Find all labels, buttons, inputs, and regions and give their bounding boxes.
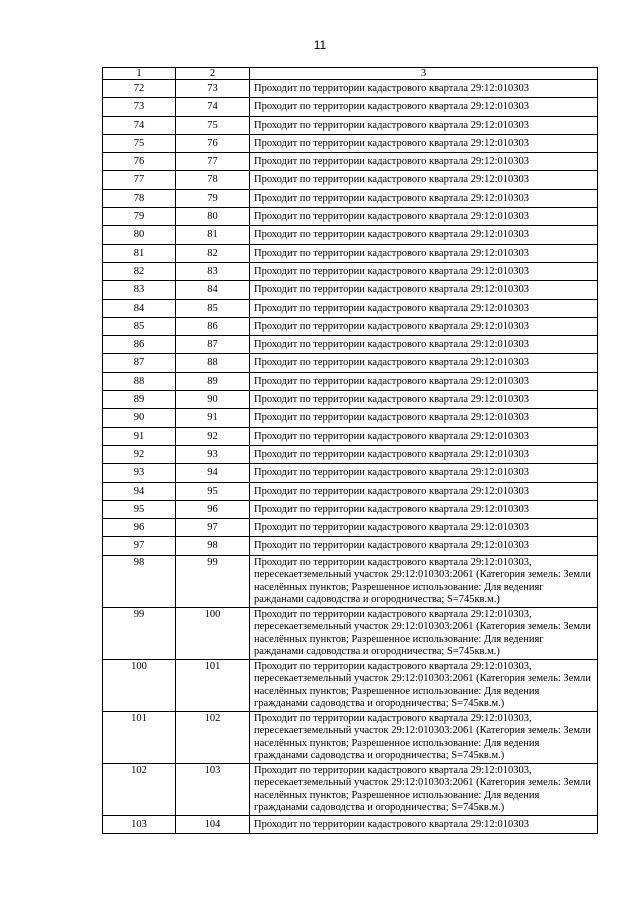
table-row	[103, 372, 598, 390]
point-from-cell: 84	[103, 299, 176, 317]
description-cell: Проходит по территории кадастрового квартала 29:12:010303	[250, 171, 598, 189]
point-from-cell: 99	[103, 607, 176, 659]
point-from-cell: 92	[103, 445, 176, 463]
point-from-cell: 76	[103, 153, 176, 171]
point-to-cell: 102	[176, 711, 250, 763]
table-row	[103, 317, 598, 335]
point-to-cell: 101	[176, 659, 250, 711]
description-cell: Проходит по территории кадастрового квартала 29:12:010303	[250, 281, 598, 299]
point-from-cell: 82	[103, 262, 176, 280]
point-to-cell: 78	[176, 171, 250, 189]
table-row	[103, 815, 598, 833]
header-col-2: 2	[176, 68, 250, 80]
point-from-cell: 98	[103, 555, 176, 607]
description-cell: Проходит по территории кадастрового квартала 29:12:010303	[250, 80, 598, 98]
table-row	[103, 208, 598, 226]
table-row	[103, 391, 598, 409]
description-cell: Проходит по территории кадастрового квартала 29:12:010303	[250, 116, 598, 134]
point-from-cell: 102	[103, 763, 176, 815]
table-row	[103, 427, 598, 445]
description-cell: Проходит по территории кадастрового квартала 29:12:010303	[250, 391, 598, 409]
table-body	[103, 68, 598, 834]
point-to-cell: 103	[176, 763, 250, 815]
table-row	[103, 519, 598, 537]
table-row	[103, 711, 598, 763]
description-cell: Проходит по территории кадастрового квартала 29:12:010303, пересекаетземельный участок 29:12:010303:2061 (Категория земель: Земли населённых пунктов; Разрешенное использование: Для ведения гражданами садоводства и огородничества; S=745кв.м.)	[250, 711, 598, 763]
point-from-cell: 86	[103, 336, 176, 354]
point-to-cell: 86	[176, 317, 250, 335]
description-cell: Проходит по территории кадастрового квартала 29:12:010303	[250, 98, 598, 116]
description-cell: Проходит по территории кадастрового квартала 29:12:010303	[250, 189, 598, 207]
description-cell: Проходит по территории кадастрового квартала 29:12:010303	[250, 226, 598, 244]
header-col-3: 3	[250, 68, 598, 80]
table-row	[103, 763, 598, 815]
point-to-cell: 75	[176, 116, 250, 134]
point-from-cell: 95	[103, 500, 176, 518]
description-cell: Проходит по территории кадастрового квартала 29:12:010303	[250, 262, 598, 280]
table-row	[103, 409, 598, 427]
point-to-cell: 88	[176, 354, 250, 372]
point-to-cell: 82	[176, 244, 250, 262]
description-cell: Проходит по территории кадастрового квартала 29:12:010303	[250, 482, 598, 500]
point-from-cell: 100	[103, 659, 176, 711]
point-from-cell: 96	[103, 519, 176, 537]
description-cell: Проходит по территории кадастрового квартала 29:12:010303, пересекаетземельный участок 29:12:010303:2061 (Категория земель: Земли населённых пунктов; Разрешенное использование: Для ведения гражданами садоводства и огородничества; S=745кв.м.)	[250, 659, 598, 711]
table-row	[103, 445, 598, 463]
description-cell: Проходит по территории кадастрового квартала 29:12:010303, пересекаетземельный участок 29:12:010303:2061 (Категория земель: Земли населённых пунктов; Разрешенное использование: Для ведения гражданами садоводства и огородничества; S=745кв.м.)	[250, 763, 598, 815]
point-to-cell: 90	[176, 391, 250, 409]
description-cell: Проходит по территории кадастрового квартала 29:12:010303	[250, 519, 598, 537]
description-cell: Проходит по территории кадастрового квартала 29:12:010303	[250, 134, 598, 152]
description-cell: Проходит по территории кадастрового квартала 29:12:010303	[250, 208, 598, 226]
point-from-cell: 73	[103, 98, 176, 116]
point-from-cell: 75	[103, 134, 176, 152]
point-from-cell: 78	[103, 189, 176, 207]
point-from-cell: 89	[103, 391, 176, 409]
point-to-cell: 95	[176, 482, 250, 500]
table-row	[103, 80, 598, 98]
table-row	[103, 500, 598, 518]
point-to-cell: 97	[176, 519, 250, 537]
description-cell: Проходит по территории кадастрового квартала 29:12:010303	[250, 336, 598, 354]
point-to-cell: 94	[176, 464, 250, 482]
table-row	[103, 262, 598, 280]
point-from-cell: 91	[103, 427, 176, 445]
description-cell: Проходит по территории кадастрового квартала 29:12:010303	[250, 409, 598, 427]
point-to-cell: 96	[176, 500, 250, 518]
table-row	[103, 281, 598, 299]
point-from-cell: 83	[103, 281, 176, 299]
point-to-cell: 76	[176, 134, 250, 152]
point-to-cell: 83	[176, 262, 250, 280]
description-cell: Проходит по территории кадастрового квартала 29:12:010303	[250, 464, 598, 482]
point-to-cell: 73	[176, 80, 250, 98]
point-from-cell: 72	[103, 80, 176, 98]
point-to-cell: 100	[176, 607, 250, 659]
point-to-cell: 98	[176, 537, 250, 555]
point-to-cell: 85	[176, 299, 250, 317]
point-from-cell: 81	[103, 244, 176, 262]
table-row	[103, 482, 598, 500]
point-from-cell: 101	[103, 711, 176, 763]
table-row	[103, 555, 598, 607]
point-from-cell: 74	[103, 116, 176, 134]
description-cell: Проходит по территории кадастрового квартала 29:12:010303	[250, 815, 598, 833]
description-cell: Проходит по территории кадастрового квартала 29:12:010303	[250, 244, 598, 262]
point-to-cell: 89	[176, 372, 250, 390]
point-to-cell: 104	[176, 815, 250, 833]
table-row	[103, 354, 598, 372]
table-row	[103, 659, 598, 711]
point-from-cell: 90	[103, 409, 176, 427]
table-row	[103, 607, 598, 659]
description-cell: Проходит по территории кадастрового квартала 29:12:010303, пересекаетземельный участок 29:12:010303:2061 (Категория земель: Земли населённых пунктов; Разрешенное использование: Для веденияг ражданами садоводства и огородничества; S=745кв.м.)	[250, 555, 598, 607]
description-cell: Проходит по территории кадастрового квартала 29:12:010303	[250, 153, 598, 171]
point-to-cell: 84	[176, 281, 250, 299]
table-row	[103, 464, 598, 482]
table-header-row	[103, 68, 598, 80]
point-to-cell: 74	[176, 98, 250, 116]
table-row	[103, 153, 598, 171]
table-row	[103, 116, 598, 134]
table-row	[103, 134, 598, 152]
point-to-cell: 93	[176, 445, 250, 463]
table-row	[103, 336, 598, 354]
point-from-cell: 103	[103, 815, 176, 833]
description-cell: Проходит по территории кадастрового квартала 29:12:010303	[250, 299, 598, 317]
point-to-cell: 80	[176, 208, 250, 226]
point-to-cell: 92	[176, 427, 250, 445]
table-row	[103, 244, 598, 262]
point-from-cell: 88	[103, 372, 176, 390]
description-cell: Проходит по территории кадастрового квартала 29:12:010303	[250, 537, 598, 555]
table-row	[103, 98, 598, 116]
description-cell: Проходит по территории кадастрового квартала 29:12:010303, пересекаетземельный участок 29:12:010303:2061 (Категория земель: Земли населённых пунктов; Разрешенное использование: Для веденияг ражданами садоводства и огородничества; S=745кв.м.)	[250, 607, 598, 659]
description-cell: Проходит по территории кадастрового квартала 29:12:010303	[250, 500, 598, 518]
description-cell: Проходит по территории кадастрового квартала 29:12:010303	[250, 445, 598, 463]
point-to-cell: 87	[176, 336, 250, 354]
table-row	[103, 299, 598, 317]
point-to-cell: 81	[176, 226, 250, 244]
point-from-cell: 79	[103, 208, 176, 226]
description-cell: Проходит по территории кадастрового квартала 29:12:010303	[250, 354, 598, 372]
table-row	[103, 226, 598, 244]
page-number: 11	[313, 38, 327, 52]
point-from-cell: 85	[103, 317, 176, 335]
point-from-cell: 87	[103, 354, 176, 372]
point-to-cell: 79	[176, 189, 250, 207]
boundary-description-table	[102, 67, 598, 834]
description-cell: Проходит по территории кадастрового квартала 29:12:010303	[250, 317, 598, 335]
point-from-cell: 93	[103, 464, 176, 482]
table-row	[103, 171, 598, 189]
point-from-cell: 94	[103, 482, 176, 500]
description-cell: Проходит по территории кадастрового квартала 29:12:010303	[250, 427, 598, 445]
point-to-cell: 77	[176, 153, 250, 171]
table-row	[103, 537, 598, 555]
table-row	[103, 189, 598, 207]
description-cell: Проходит по территории кадастрового квартала 29:12:010303	[250, 372, 598, 390]
header-col-1: 1	[103, 68, 176, 80]
point-from-cell: 80	[103, 226, 176, 244]
point-from-cell: 97	[103, 537, 176, 555]
point-to-cell: 91	[176, 409, 250, 427]
point-to-cell: 99	[176, 555, 250, 607]
point-from-cell: 77	[103, 171, 176, 189]
